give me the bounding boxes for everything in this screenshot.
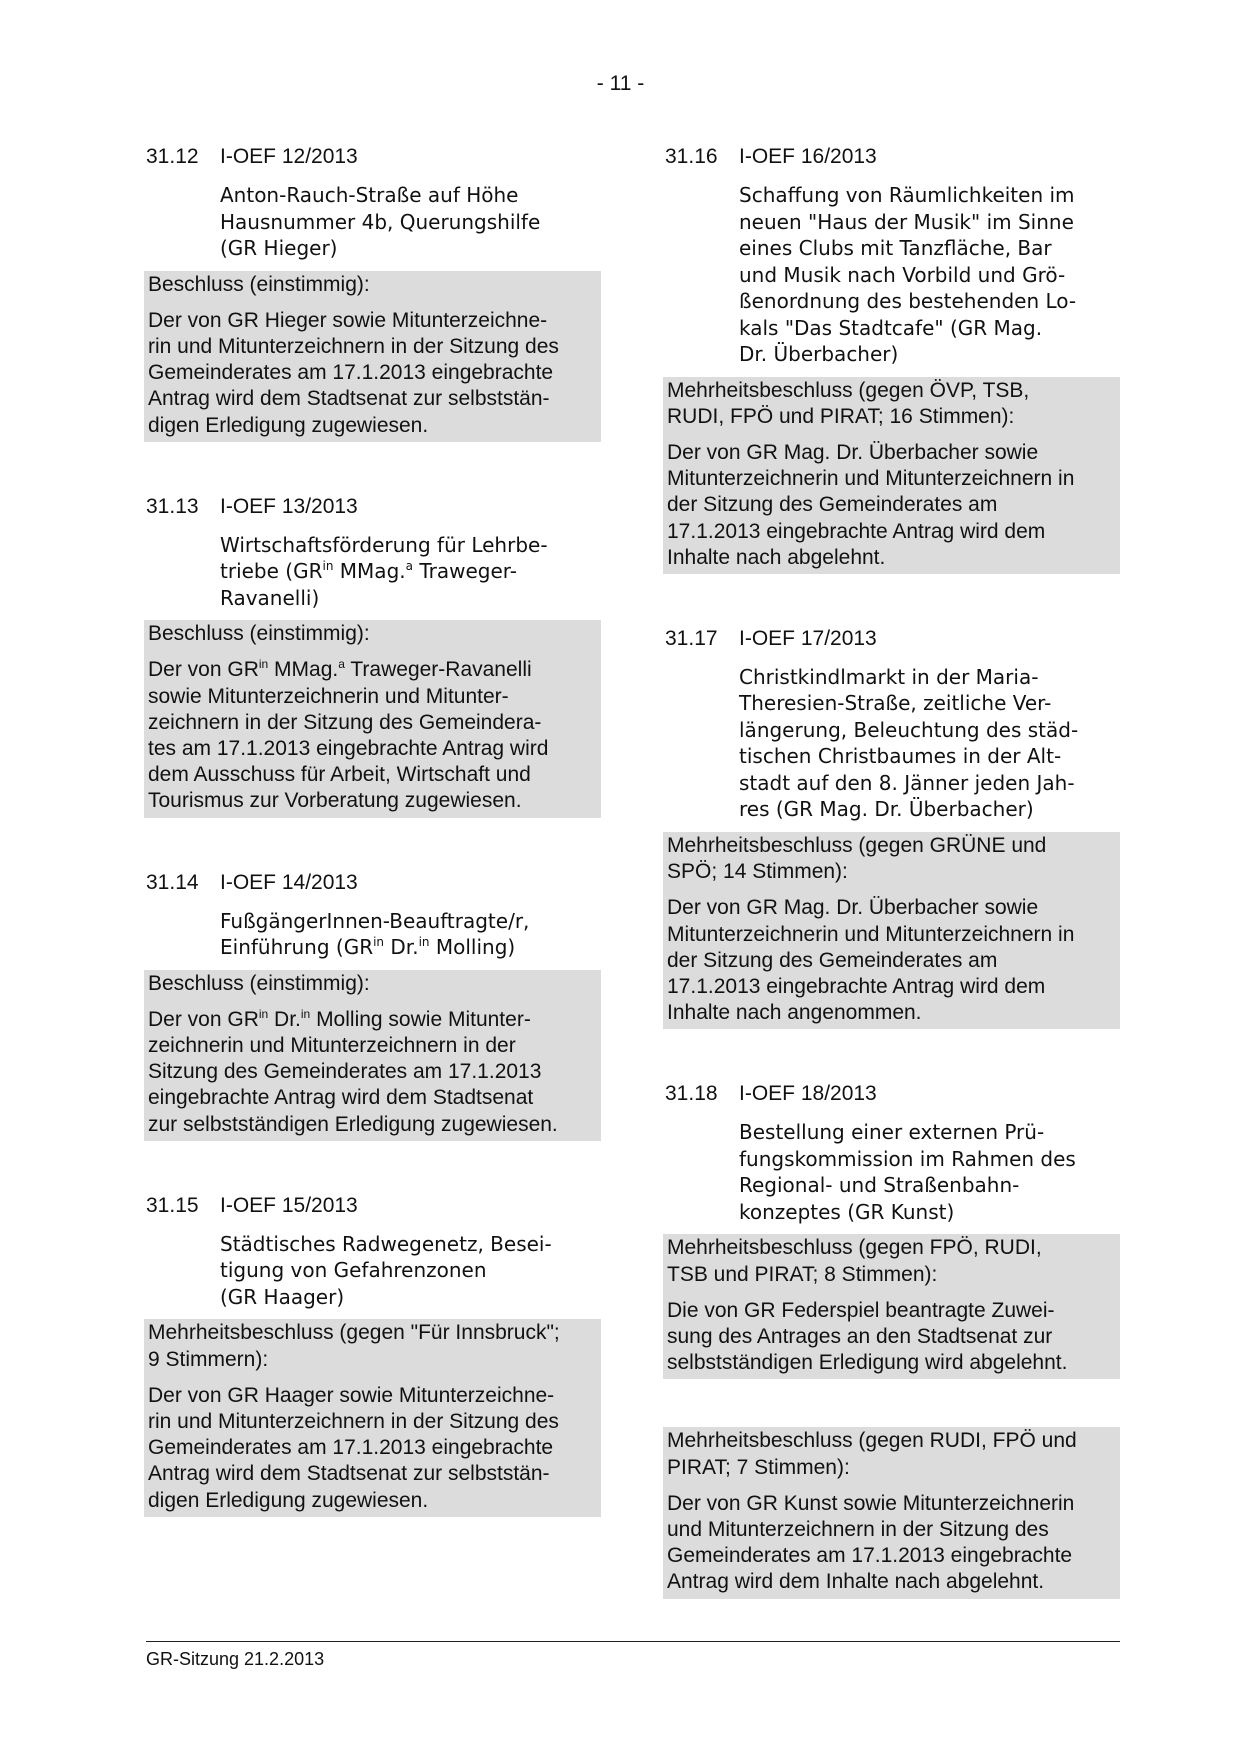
item-title [739,664,1120,823]
item-number: 31.17 [665,626,718,650]
text-line: Antrag wird dem Inhalte nach abgelehnt. [667,1570,1045,1594]
title-line: tigung von Gefahrenzonen [220,1258,487,1283]
resolution-label [667,1235,1116,1297]
resolution-box [144,1319,601,1516]
title-line: res (GR Mag. Dr. Überbacher) [739,797,1034,822]
text-line: 17.1.2013 eingebrachte Antrag wird dem [667,519,1046,543]
title-line: Hausnummer 4b, Querungshilfe [220,209,541,234]
text-line: der Sitzung des Gemeinderates am [667,493,998,517]
left-column [146,144,601,1569]
item-title [220,908,601,961]
title-line: eines Clubs mit Tanzfläche, Bar [739,236,1052,260]
resolution-label [148,272,597,308]
title-line: Theresien-Straße, zeitliche Ver- [739,691,1052,716]
resolution-line: TSB und PIRAT; 8 Stimmen): [667,1262,938,1286]
text-line: Gemeinderates am 17.1.2013 eingebrachte [667,1544,1073,1568]
title-line: Ravanelli) [220,585,320,610]
resolution-line: Mehrheitsbeschluss (gegen RUDI, FPÖ und [667,1429,1077,1453]
item-header [146,1193,601,1219]
resolution-box [663,1234,1120,1379]
title-line: tischen Christbaumes in der Alt- [739,744,1062,769]
text-line: zeichnerin und Mitunterzeichnern in der [148,1034,516,1058]
title-line: ßenordnung des bestehenden Lo- [739,289,1077,313]
text-line: rin und Mitunterzeichnern in der Sitzung des [148,1409,559,1433]
resolution-line: Mehrheitsbeschluss (gegen "Für Innsbruck"; [148,1321,560,1345]
text-line: Der von GR Mag. Dr. Überbacher sowie [667,440,1039,464]
resolution-text [667,440,1116,571]
item-header [146,494,601,520]
text-line: Antrag wird dem Stadtsenat zur selbststän- [148,1462,550,1486]
item-number: 31.13 [146,494,199,518]
item-number: 31.16 [665,145,718,168]
text-line: Der von GR Haager sowie Mitunterzeichne- [148,1383,555,1407]
item-header [665,1081,1120,1107]
title-line: fungskommission im Rahmen des [739,1146,1076,1171]
resolution-line: RUDI, FPÖ und PIRAT; 16 Stimmen): [667,404,1015,428]
resolution-label [667,378,1116,440]
text-line: Mitunterzeichnerin und Mitunterzeichnern in [667,467,1075,491]
resolution-text [148,1383,597,1514]
title-line: konzeptes (GR Kunst) [739,1199,955,1224]
resolution-line: Mehrheitsbeschluss (gegen ÖVP, TSB, [667,378,1030,402]
resolution-label [667,1428,1116,1490]
agenda-item [146,494,601,818]
text-line: der Sitzung des Gemeinderates am [667,948,998,972]
text-line: Die von GR Federspiel beantragte Zuwei- [667,1298,1055,1322]
title-line: neuen "Haus der Musik" im Sinne [739,209,1074,234]
title-line: Wirtschaftsförderung für Lehrbe- [220,532,548,557]
resolution-line: Beschluss (einstimmig): [148,622,370,646]
text-line: Inhalte nach abgelehnt. [667,545,886,569]
right-column [665,144,1120,1651]
text-line: tes am 17.1.2013 eingebrachte Antrag wird [148,737,549,761]
text-line: Inhalte nach angenommen. [667,1001,922,1025]
item-number: 31.14 [146,870,199,894]
item-code: I-OEF 12/2013 [220,145,358,168]
text-line: zur selbstständigen Erledigung zugewiesen. [148,1112,558,1136]
text-line: Der von GR Hieger sowie Mitunterzeichne- [148,308,548,332]
agenda-item [665,626,1120,1029]
agenda-item [665,144,1120,574]
resolution-box [663,832,1120,1029]
footer-text: GR-Sitzung 21.2.2013 [146,1649,325,1669]
resolution-text [667,1298,1116,1377]
title-line: stadt auf den 8. Jänner jeden Jah- [739,770,1075,795]
resolution-text [148,1007,597,1138]
item-code: I-OEF 14/2013 [220,870,358,894]
text-line: Der von GR Mag. Dr. Überbacher sowie [667,896,1039,920]
resolution-label [148,971,597,1007]
agenda-item [146,144,601,442]
item-number: 31.15 [146,1193,199,1217]
resolution-line: Mehrheitsbeschluss (gegen FPÖ, RUDI, [667,1236,1042,1260]
text-line: sung des Antrages an den Stadtsenat zur [667,1324,1053,1348]
resolution-line: PIRAT; 7 Stimmen): [667,1455,850,1479]
text-line: Antrag wird dem Stadtsenat zur selbststän- [148,387,550,411]
resolution-box [663,1427,1120,1598]
item-header [146,144,601,170]
item-code: I-OEF 15/2013 [220,1193,358,1217]
resolution-box [663,377,1120,574]
item-title [220,1231,601,1311]
resolution-text [148,308,597,439]
title-line: triebe ($GR^{in}$ MMag.$^a$ Traweger- [220,559,517,584]
resolution-label [148,1320,597,1382]
resolution-label [148,621,597,657]
text-line: digen Erledigung zugewiesen. [148,1488,429,1512]
item-title [220,532,601,612]
item-header [146,870,601,896]
title-line: Einführung ($GR^{in}$ Dr.$^{in}$ Molling) [220,935,516,960]
resolution-box [144,970,601,1141]
resolution-label [667,833,1116,895]
text-line: Der von GR Kunst sowie Mitunterzeichnerin [667,1491,1075,1515]
resolution-text [148,657,597,814]
title-line: Städtisches Radwegenetz, Besei- [220,1231,552,1256]
text-line: digen Erledigung zugewiesen. [148,413,429,437]
title-line: Bestellung einer externen Prü- [739,1120,1045,1145]
item-title [739,182,1120,368]
resolution-box [144,271,601,442]
resolution-text [667,895,1116,1026]
resolution-box [144,620,601,817]
text-line: Sitzung des Gemeinderates am 17.1.2013 [148,1060,542,1084]
text-line: sowie Mitunterzeichnerin und Mitunter- [148,684,509,708]
resolution-line: Beschluss (einstimmig): [148,272,370,296]
item-title [220,182,601,262]
title-line: Dr. Überbacher) [739,342,899,366]
title-line: (GR Haager) [220,1284,345,1309]
text-line: rin und Mitunterzeichnern in der Sitzung des [148,334,559,358]
item-code: I-OEF 16/2013 [739,145,877,168]
agenda-item [665,1081,1120,1598]
text-line: dem Ausschuss für Arbeit, Wirtschaft und [148,763,531,787]
item-number: 31.12 [146,145,199,168]
text-line: 17.1.2013 eingebrachte Antrag wird dem [667,974,1046,998]
item-code: I-OEF 18/2013 [739,1082,877,1106]
title-line: längerung, Beleuchtung des städ- [739,717,1079,742]
resolution-line: 9 Stimmern): [148,1347,269,1371]
text-line: und Mitunterzeichnern in der Sitzung des [667,1517,1049,1541]
item-number: 31.18 [665,1082,718,1106]
text-line: zeichnern in der Sitzung des Gemeindera- [148,710,542,734]
title-line: Schaffung von Räumlichkeiten im [739,183,1075,207]
item-header [665,626,1120,652]
text-line: Gemeinderates am 17.1.2013 eingebrachte [148,361,554,385]
item-code: I-OEF 17/2013 [739,626,877,650]
text-line: Der von $GR^{in}$ Dr.$^{in}$ Molling sowie Mitunter- [148,1006,531,1031]
resolution-line: SPÖ; 14 Stimmen): [667,860,848,884]
title-line: FußgängerInnen-Beauftragte/r, [220,908,530,933]
title-line: Christkindlmarkt in der Maria- [739,664,1039,689]
agenda-item [146,870,601,1141]
title-line: und Musik nach Vorbild und Grö- [739,262,1066,287]
text-line: selbstständigen Erledigung wird abgelehnt. [667,1351,1068,1375]
title-line: (GR Hieger) [220,236,338,260]
text-line: eingebrachte Antrag wird dem Stadtsenat [148,1086,534,1110]
title-line: Anton-Rauch-Straße auf Höhe [220,183,519,207]
text-line: Gemeinderates am 17.1.2013 eingebrachte [148,1436,554,1460]
resolution-line: Beschluss (einstimmig): [148,971,370,995]
item-header [665,144,1120,170]
item-title [739,1119,1120,1225]
title-line: kals "Das Stadtcafe" (GR Mag. [739,315,1043,340]
item-code: I-OEF 13/2013 [220,494,358,518]
resolution-text [667,1491,1116,1596]
resolution-line: Mehrheitsbeschluss (gegen GRÜNE und [667,833,1047,857]
agenda-item [146,1193,601,1517]
text-line: Mitunterzeichnerin und Mitunterzeichnern in [667,922,1075,946]
text-line: Tourismus zur Vorberatung zugewiesen. [148,789,522,813]
footer-divider [146,1641,1120,1642]
page-number: - 11 - [596,72,645,95]
text-line: Der von $GR^{in}$ MMag.$^a$ Traweger-Ravanelli [148,657,532,682]
title-line: Regional- und Straßenbahn- [739,1173,1020,1198]
